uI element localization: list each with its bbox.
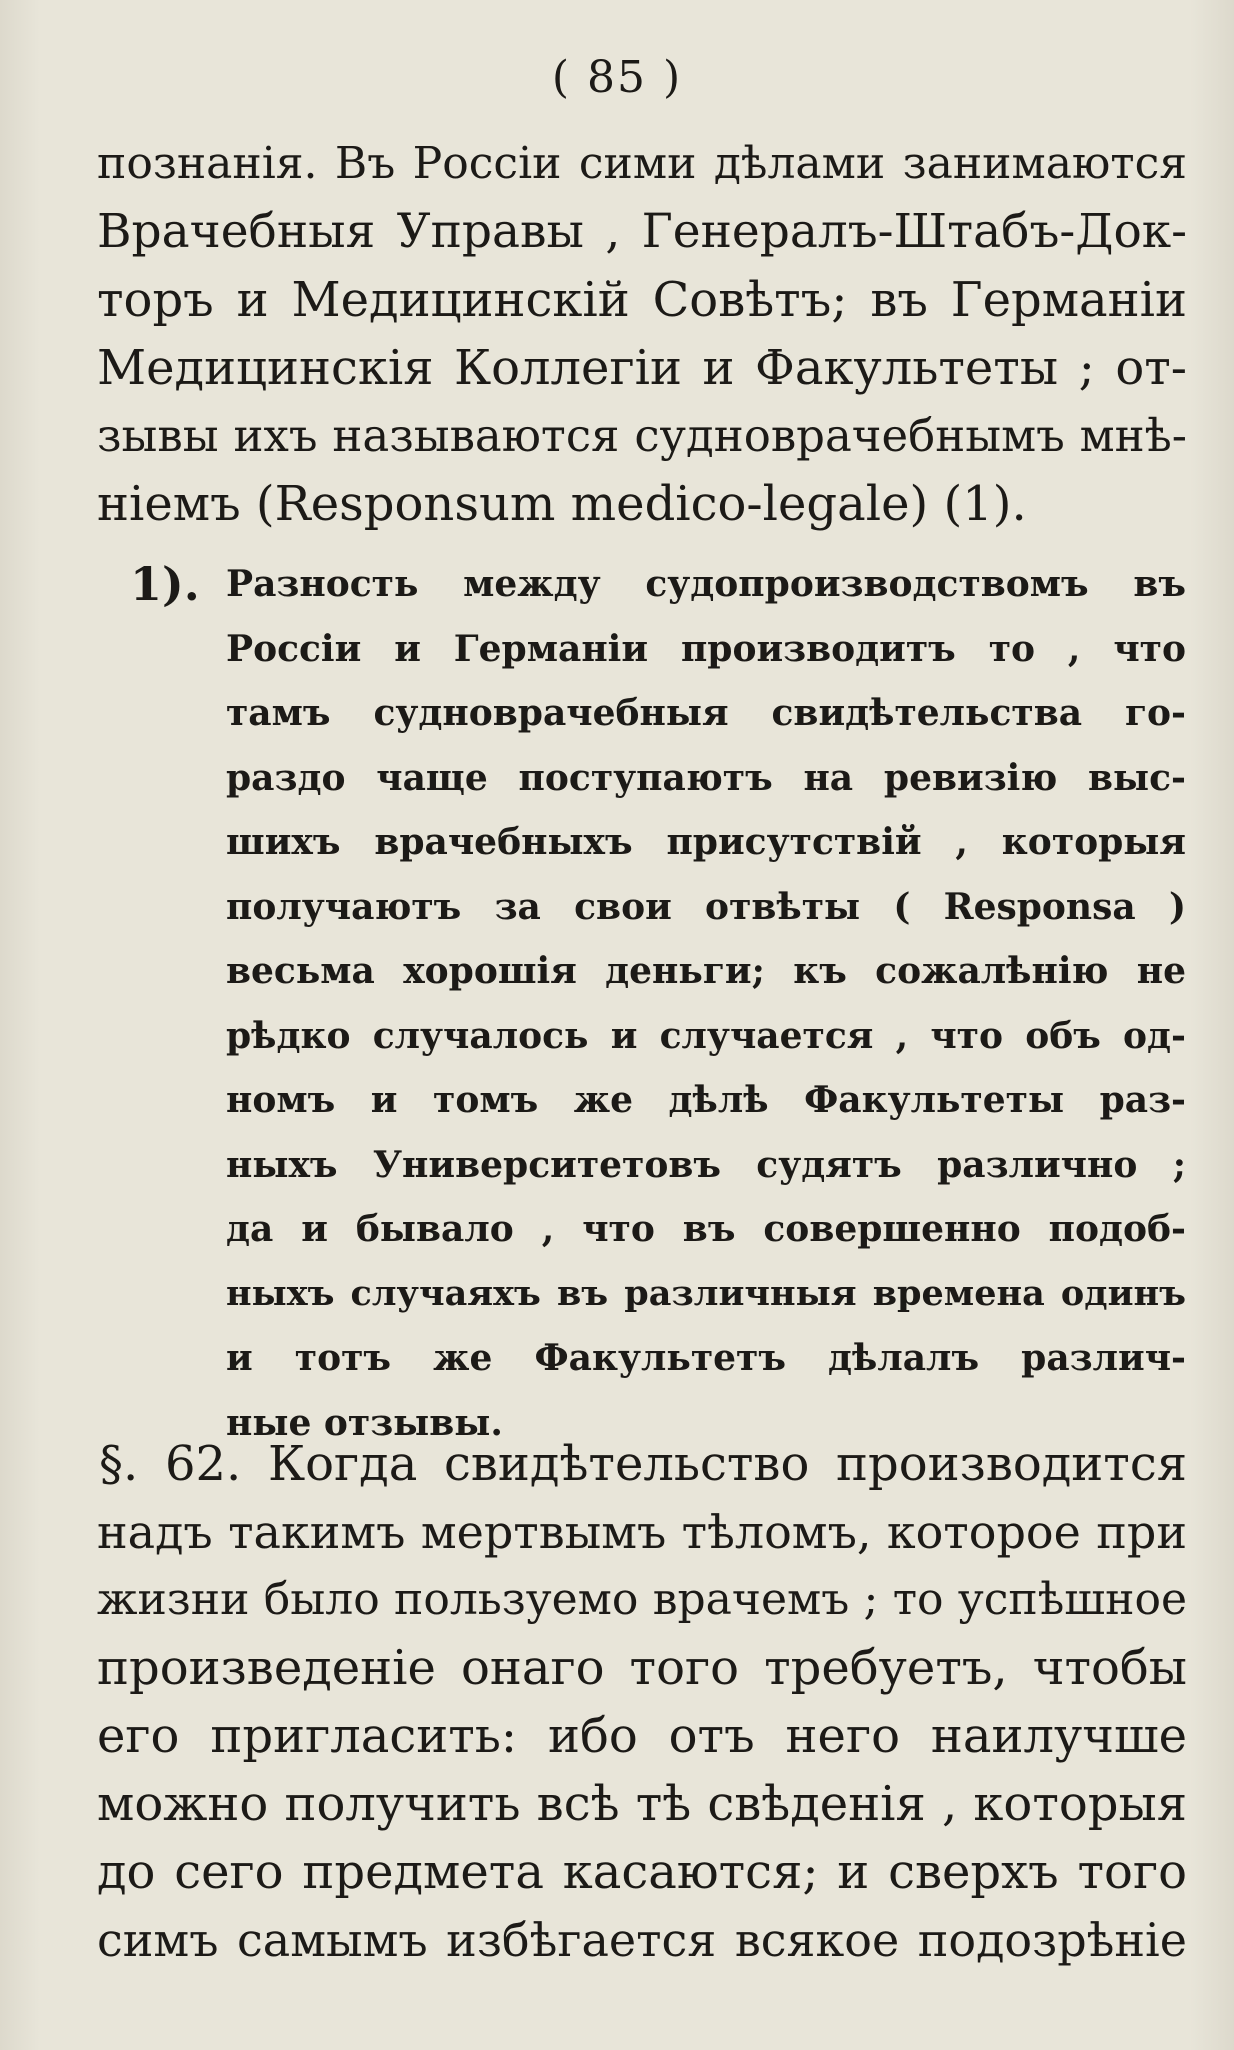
text-line: надъ такимъ мертвымъ тѣломъ, которое при — [97, 1505, 1187, 1559]
footnote-line: Разность между судопроизводствомъ въ — [226, 563, 1186, 605]
text-line: его пригласить: ибо отъ него наилучше — [97, 1708, 1187, 1764]
text-line: познанія. Въ Россіи сими дѣлами занимаются — [97, 138, 1187, 189]
footnote-line: рѣдко случалось и случается , что объ од- — [226, 1014, 1186, 1057]
footnote-line: получаютъ за свои отвѣты ( Responsa ) — [226, 885, 1186, 928]
footnote-line: тамъ судноврачебныя свидѣтельства го- — [226, 692, 1186, 734]
footnote-line: раздо чаще поступаютъ на ревизію выс- — [226, 756, 1186, 799]
footnote-line: весьма хорошія деньги; къ сожалѣнію не — [226, 950, 1186, 992]
footnote-line: ныхъ случаяхъ въ различныя времена одинъ — [226, 1272, 1186, 1314]
text-line: до сего предмета касаются; и сверхъ того — [97, 1844, 1187, 1900]
footnote-line: ныхъ Университетовъ судятъ различно ; — [226, 1143, 1186, 1186]
footnote-line: ные отзывы. — [226, 1401, 503, 1444]
text-line: торъ и Медицинскій Совѣтъ; въ Германіи — [97, 272, 1187, 328]
section-62-paragraph — [97, 1430, 1187, 1974]
text-line: ніемъ (Responsum medico-legale) (1). — [97, 476, 1027, 532]
footnote-line: да и бывало , что въ совершенно подоб- — [226, 1208, 1186, 1250]
footnote-body — [226, 552, 1186, 1455]
page-number: ( 85 ) — [551, 52, 683, 103]
text-line: можно получить всѣ тѣ свѣденія , которыя — [97, 1776, 1187, 1832]
footnote-line: Россіи и Германіи производитъ то , что — [226, 627, 1186, 670]
paragraph-top — [97, 130, 1187, 538]
text-line: Медицинскія Коллегіи и Факультеты ; от- — [97, 340, 1187, 396]
footnote-line: и тотъ же Факультетъ дѣлалъ различ- — [226, 1337, 1186, 1379]
text-line: зывы ихъ называются судноврачебнымъ мнѣ- — [97, 409, 1187, 462]
section-heading-line: §. 62. Когда свидѣтельство производится — [99, 1436, 1187, 1492]
text-line: Врачебныя Управы , Генералъ-Штабъ-Док- — [97, 204, 1187, 259]
text-line: симъ самымъ избѣгается всякое подозрѣніе — [97, 1913, 1187, 1967]
text-line: жизни было пользуемо врачемъ ; то успѣшное — [97, 1574, 1187, 1625]
footnote-line: номъ и томъ же дѣлѣ Факультеты раз- — [226, 1079, 1186, 1121]
footnote-marker: 1). — [130, 557, 200, 611]
footnote-line: шихъ врачебныхъ присутствій , которыя — [226, 821, 1186, 863]
text-line: произведеніе онаго того требуетъ, чтобы — [97, 1640, 1187, 1696]
